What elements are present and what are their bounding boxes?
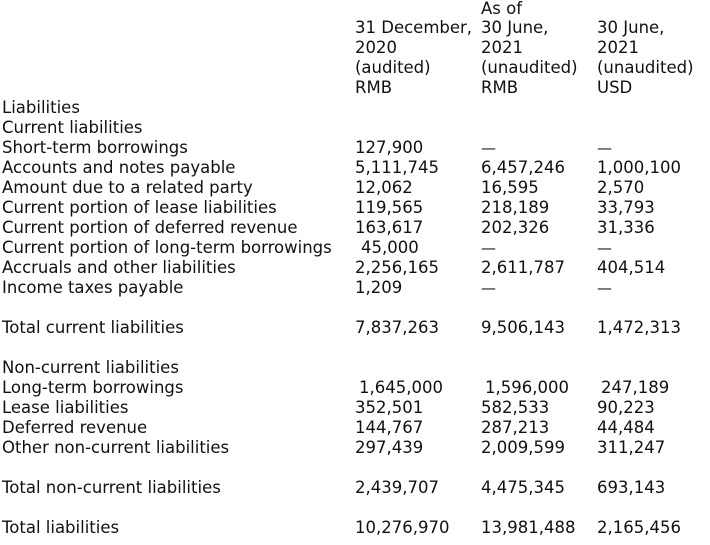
- header-line-3: [0, 38, 710, 58]
- row-value-col1: 352,501: [355, 398, 424, 417]
- table-row: [0, 258, 710, 278]
- row-value-col3: —: [597, 279, 612, 297]
- row-value-col3: 90,223: [597, 398, 655, 417]
- table-row: [0, 278, 710, 298]
- table-row: [0, 238, 710, 258]
- row-value-col1: 144,767: [355, 418, 424, 437]
- row-label: Liabilities: [2, 98, 80, 117]
- row-value-col3: 693,143: [597, 478, 666, 497]
- row-value-col2: —: [481, 239, 496, 257]
- row-value-col1: 163,617: [355, 218, 424, 237]
- row-value-col2: 16,595: [481, 178, 539, 197]
- row-label: Current portion of lease liabilities: [2, 198, 277, 217]
- row-value-col1: 127,900: [355, 138, 424, 157]
- row-label: Long-term borrowings: [2, 378, 184, 397]
- row-label: Total liabilities: [2, 518, 120, 537]
- row-value-col3: 33,793: [597, 198, 655, 217]
- row-label: Lease liabilities: [2, 398, 129, 417]
- header-col3-line3: 2021: [597, 38, 639, 57]
- row-value-col1: 119,565: [355, 198, 424, 217]
- header-line-4: [0, 58, 710, 78]
- row-value-col1: 7,837,263: [355, 318, 439, 337]
- row-value-col3: 2,165,456: [597, 518, 681, 537]
- row-label: Non-current liabilities: [2, 358, 179, 377]
- header-col1-line3: 2020: [355, 38, 397, 57]
- header-col2-line2: 30 June,: [481, 18, 549, 37]
- row-value-col2: 582,533: [481, 398, 550, 417]
- header-line-2: [0, 18, 710, 38]
- header-line-5: [0, 78, 710, 98]
- row-value-col3: 1,000,100: [597, 158, 681, 177]
- row-label: Total non-current liabilities: [2, 478, 221, 497]
- row-value-col2: —: [481, 279, 496, 297]
- row-value-col3: 311,247: [597, 438, 666, 457]
- table-row: [0, 138, 710, 158]
- row-label: Accruals and other liabilities: [2, 258, 236, 277]
- row-value-col1: 1,645,000: [359, 378, 443, 397]
- header-col3-line4: (unaudited): [597, 58, 694, 77]
- header-col2-line1: As of: [481, 0, 523, 18]
- header-col2-line5: RMB: [481, 78, 519, 97]
- row-value-col1: 45,000: [361, 238, 419, 257]
- row-value-col2: 202,326: [481, 218, 550, 237]
- row-value-col2: —: [481, 139, 496, 157]
- row-value-col3: 1,472,313: [597, 318, 681, 337]
- row-label: Income taxes payable: [2, 278, 184, 297]
- row-value-col2: 13,981,488: [481, 518, 576, 537]
- header-col1-line4: (audited): [355, 58, 431, 77]
- table-row: [0, 218, 710, 238]
- row-value-col3: 44,484: [597, 418, 655, 437]
- table-row: [0, 398, 710, 418]
- row-value-col1: 297,439: [355, 438, 424, 457]
- header-col3-line5: USD: [597, 78, 633, 97]
- header-col1-line5: RMB: [355, 78, 393, 97]
- row-value-col3: —: [597, 139, 612, 157]
- table-row: [0, 118, 710, 138]
- table-row: [0, 158, 710, 178]
- row-value-col3: —: [597, 239, 612, 257]
- row-value-col2: 1,596,000: [485, 378, 569, 397]
- header-col2-line3: 2021: [481, 38, 523, 57]
- row-value-col3: 31,336: [597, 218, 655, 237]
- row-value-col2: 287,213: [481, 418, 550, 437]
- row-value-col2: 4,475,345: [481, 478, 565, 497]
- row-label: Current portion of long-term borrowings: [2, 238, 332, 257]
- row-value-col3: 247,189: [601, 378, 670, 397]
- row-label: Current portion of deferred revenue: [2, 218, 298, 237]
- table-row: [0, 178, 710, 198]
- header-col1-line2: 31 December,: [355, 18, 473, 37]
- table-row: [0, 418, 710, 438]
- table-row: [0, 438, 710, 458]
- row-label: Accounts and notes payable: [2, 158, 236, 177]
- row-value-col1: 1,209: [355, 278, 403, 297]
- row-value-col1: 5,111,745: [355, 158, 439, 177]
- total-row: [0, 318, 710, 338]
- grand-total-row: [0, 518, 710, 538]
- row-value-col3: 404,514: [597, 258, 666, 277]
- row-label: Other non-current liabilities: [2, 438, 230, 457]
- row-value-col1: 12,062: [355, 178, 413, 197]
- header-col3-line2: 30 June,: [597, 18, 665, 37]
- row-value-col2: 6,457,246: [481, 158, 565, 177]
- row-value-col2: 2,009,599: [481, 438, 565, 457]
- total-row: [0, 478, 710, 498]
- row-value-col1: 10,276,970: [355, 518, 450, 537]
- row-value-col3: 2,570: [597, 178, 645, 197]
- header-line-1: [0, 0, 710, 19]
- row-label: Deferred revenue: [2, 418, 148, 437]
- row-value-col2: 9,506,143: [481, 318, 565, 337]
- row-label: Current liabilities: [2, 118, 143, 137]
- row-value-col2: 2,611,787: [481, 258, 565, 277]
- row-label: Amount due to a related party: [2, 178, 253, 197]
- header-col2-line4: (unaudited): [481, 58, 578, 77]
- row-value-col1: 2,439,707: [355, 478, 439, 497]
- table-row: [0, 358, 710, 378]
- table-row: [0, 378, 710, 398]
- row-label: Short-term borrowings: [2, 138, 188, 157]
- row-value-col2: 218,189: [481, 198, 550, 217]
- row-value-col1: 2,256,165: [355, 258, 439, 277]
- table-row: [0, 98, 710, 118]
- table-row: [0, 198, 710, 218]
- row-label: Total current liabilities: [2, 318, 184, 337]
